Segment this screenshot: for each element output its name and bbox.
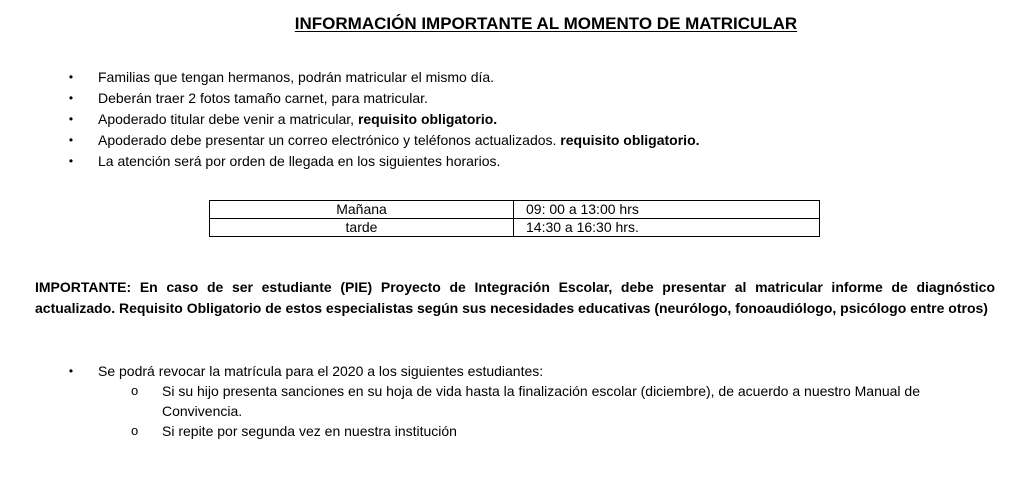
list-item-text: Deberán traer 2 fotos tamaño carnet, para matricular.: [98, 90, 428, 106]
list-item-bold: requisito obligatorio.: [560, 132, 700, 148]
list-item-text: Apoderado debe presentar un correo electrónico y teléfonos actualizados.: [98, 132, 561, 148]
list-item-text: Familias que tengan hermanos, podrán matricular el mismo día.: [98, 69, 495, 85]
bullet-icon: •: [68, 70, 74, 84]
bullet-icon: •: [68, 112, 74, 126]
circle-bullet-icon: o: [131, 383, 139, 398]
list-item: [67, 67, 700, 88]
schedule-hours: 09: 00 a 13:00 hrs: [514, 201, 820, 219]
sub-list-item: [131, 381, 962, 421]
schedule-shift: Mañana: [210, 201, 514, 219]
list-item-bold: requisito obligatorio.: [357, 111, 498, 127]
circle-bullet-icon: o: [131, 423, 139, 438]
page-title: INFORMACIÓN IMPORTANTE AL MOMENTO DE MATRICULAR: [294, 14, 798, 33]
bullet-icon: •: [68, 154, 74, 168]
table-row: [210, 219, 820, 237]
requirements-list: [67, 67, 700, 172]
list-item: [67, 88, 700, 109]
list-item: [67, 109, 700, 130]
list-item: [67, 151, 700, 172]
sub-list-item-text: Si repite por segunda vez en nuestra institución: [162, 423, 457, 439]
revocation-intro: Se podrá revocar la matrícula para el 2020 a los siguientes estudiantes:: [98, 363, 544, 379]
important-notice: IMPORTANTE: En caso de ser estudiante (PIE) Proyecto de Integración Escolar, debe presentar al matricular informe de diagnóstico actualizado. Requisito Obligatorio de estos especialistas según sus necesidades educativas (neurólogo, fonoaudiólogo, psicólogo entre otros): [35, 279, 995, 316]
schedule-hours: 14:30 a 16:30 hrs.: [514, 219, 820, 237]
sub-list-item-text: Si su hijo presenta sanciones en su hoja de vida hasta la finalización escolar (diciembre), de acuerdo a nuestro Manual de Convivencia.: [162, 383, 921, 419]
revocation-section: [67, 361, 967, 441]
bullet-icon: •: [68, 364, 74, 378]
list-item: [67, 130, 700, 151]
list-item: [67, 361, 967, 381]
schedule-table: [209, 200, 820, 237]
bullet-icon: •: [68, 91, 74, 105]
table-row: [210, 201, 820, 219]
bullet-icon: •: [68, 133, 74, 147]
sub-list-item: [131, 421, 962, 441]
schedule-shift: tarde: [210, 219, 514, 237]
list-item-text: Apoderado titular debe venir a matricular,: [98, 111, 358, 127]
list-item-text: La atención será por orden de llegada en los siguientes horarios.: [98, 153, 501, 169]
